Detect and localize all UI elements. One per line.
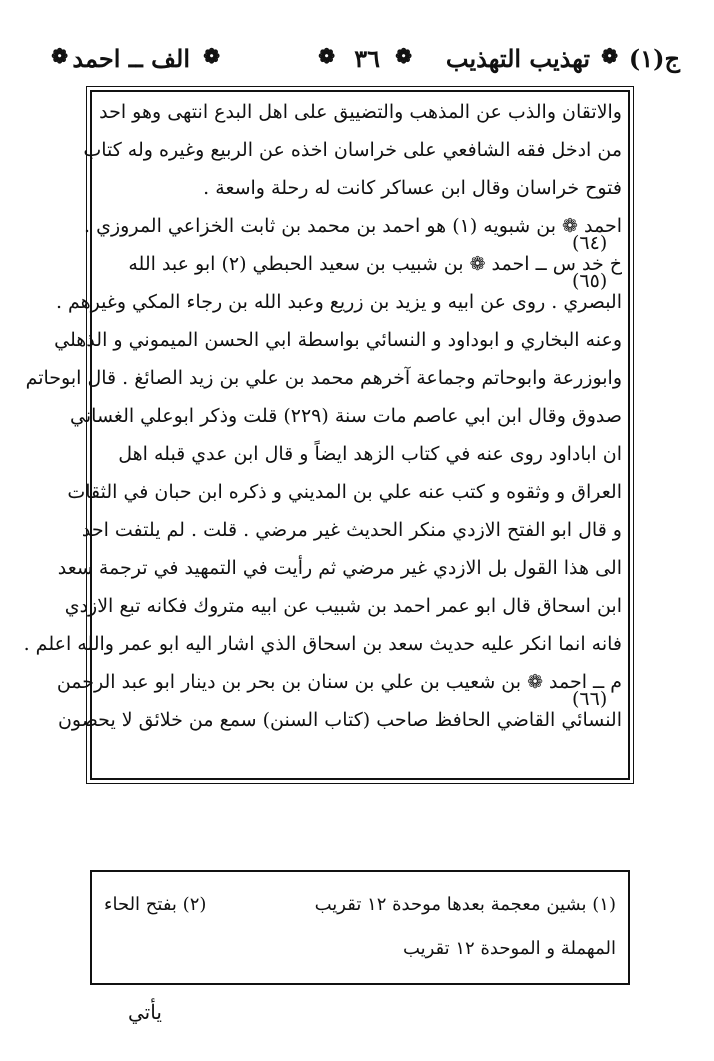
page-number: ٣٦: [354, 44, 380, 73]
footnotes-box: [90, 870, 630, 985]
entry-66-line: م ــ احمد ❁ بن شعيب بن علي بن سنان بن بحر بن دينار ابو عبد الرحمن: [56, 671, 622, 693]
entry-64-line: احمد ❁ بن شبويه (١) هو احمد بن محمد بن ثابت الخزاعي المروزي .: [84, 215, 622, 237]
flower-ornament-icon: ❁: [203, 44, 220, 68]
flower-ornament-icon: ❁: [395, 44, 412, 68]
text-line: النسائي القاضي الحافظ صاحب (كتاب السنن) سمع من خلائق لا يحصون: [57, 709, 622, 731]
text-line: ان اباداود روى عنه في كتاب الزهد ايضاً و قال ابن عدي قبله اهل: [118, 443, 622, 465]
text-line: فانه انما انكر عليه حديث سعد بن اسحاق الذي اشار اليه ابو عمر والله اعلم .: [23, 633, 622, 655]
flower-ornament-icon: ❁: [51, 44, 68, 68]
entry-number-65: (٦٥): [572, 270, 608, 292]
flower-ornament-icon: ❁: [318, 44, 335, 68]
flower-ornament-icon: ❁: [601, 44, 618, 68]
text-line: ابن اسحاق قال ابو عمر احمد بن شبيب عن ابيه متروك فكانه تبع الازدي: [64, 595, 622, 617]
text-line: وابوزرعة وابوحاتم وجماعة آخرهم محمد بن علي بن زيد الصائغ . قال ابوحاتم: [25, 367, 622, 389]
section-heading: الف ــ احمد: [72, 44, 190, 73]
text-line: العراق و وثقوه و كتب عنه علي بن المديني و ذكره ابن حبان في الثقات: [67, 481, 622, 503]
entry-number-66: (٦٦): [572, 688, 608, 710]
entry-65-line: خ خد س ــ احمد ❁ بن شبيب بن سعيد الحبطي (٢) ابو عبد الله: [128, 253, 622, 275]
text-line: وعنه البخاري و ابوداود و النسائي بواسطة ابي الحسن الميموني و الذهلي: [54, 329, 622, 351]
text-line: الى هذا القول بل الازدي غير مرضي ثم رأيت في التمهيد في ترجمة سعد: [57, 557, 622, 579]
text-line: و قال ابو الفتح الازدي منكر الحديث غير مرضي . قلت . لم يلتفت احد: [81, 519, 622, 541]
text-line: صدوق وقال ابن ابي عاصم مات سنة (٢٢٩) قلت وذكر ابوعلي الغساني: [70, 405, 622, 427]
footnote-2-continued: المهملة و الموحدة ١٢ تقريب: [402, 938, 616, 959]
volume-number: ج(١): [628, 44, 680, 73]
running-header: [40, 40, 680, 80]
text-line: فتوح خراسان وقال ابن عساكر كانت له رحلة واسعة .: [203, 177, 622, 199]
text-line: والاتقان والذب عن المذهب والتضييق على اهل البدع انتهى وهو احد: [99, 101, 622, 123]
footnote-2: (٢) بفتح الحاء: [104, 894, 207, 915]
footnote-1: (١) بشين معجمة بعدها موحدة ١٢ تقريب: [314, 894, 616, 915]
text-line: من ادخل فقه الشافعي على خراسان اخذه عن الربيع وغيره وله كتاب: [83, 139, 622, 161]
book-title: تهذيب التهذيب: [445, 44, 590, 73]
catchword: يأتي: [128, 1000, 162, 1024]
entry-number-64: (٦٤): [572, 232, 608, 254]
text-line: البصري . روى عن ابيه و يزيد بن زريع وعبد الله بن رجاء المكي وغيرهم .: [55, 291, 622, 313]
